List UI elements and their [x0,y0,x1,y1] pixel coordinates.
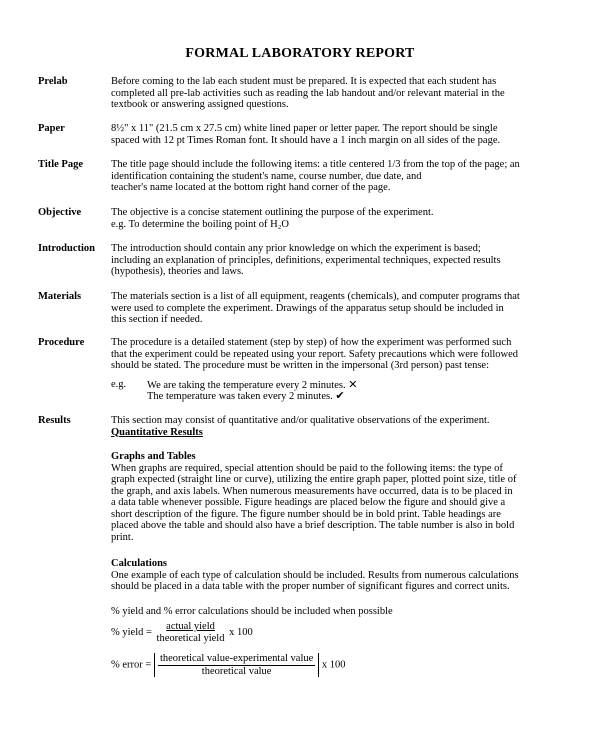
text-line: identification containing the student's name, course number, due date, and [111,170,422,182]
yield-denominator: theoretical yield [156,632,225,644]
yield-numerator: actual yield [166,621,215,632]
yield-lhs: % yield = [111,626,152,638]
text-line: The title page should include the following items: a title centered 1/3 from the top of the page; an [111,159,520,170]
section-label: Introduction [38,243,95,254]
error-lhs: % error = [111,659,152,671]
section-label: Procedure [38,337,85,348]
section-body [111,291,581,326]
error-fraction [154,653,319,677]
calculations-block [111,558,581,593]
calculations-heading: Calculations [111,558,168,569]
text-line: 8½" x 11" (21.5 cm x 27.5 cm) white lined paper or letter paper. The report should be single [111,123,498,134]
text-line: The materials section is a list of all equipment, reagents (chemicals), and computer programs that [111,291,520,302]
text-line: This section may consist of quantitative and/or qualitative observations of the experiment. [111,415,490,426]
example-text: The temperature was taken every 2 minutes. [147,391,333,402]
example-text: We are taking the temperature every 2 minutes. [147,380,346,391]
section-body [111,76,581,111]
page-title: FORMAL LABORATORY REPORT [185,46,415,61]
yield-intro: % yield and % error calculations should be included when possible [111,606,393,617]
section-body [111,123,581,146]
text-line: short description of the figure. The figure number should be in bold print. Table headings are [111,508,501,520]
section-body [111,243,581,278]
error-denominator: theoretical value [201,665,272,677]
text-line: The procedure is a detailed statement (step by step) of how the experiment was performed such [111,337,512,348]
section-label: Objective [38,207,82,218]
text-line: When graphs are required, special attention should be paid to the following items: the type of [111,462,503,474]
text-line: should be placed in a data table with the proper number of significant figures and correct units. [111,581,510,592]
error-multiplier: x 100 [321,659,346,671]
text-line: One example of each type of calculation should be included. Results from numerous calculations [111,569,519,581]
text-line: that the experiment could be repeated using your report. Safety precautions which were followed [111,348,519,360]
text-line: teacher's name located at the bottom right hand corner of the page. [111,182,391,193]
text-line: including an explanation of principles, definitions, experimental techniques, expected results [111,254,501,266]
yield-multiplier: x 100 [229,626,253,638]
text-line: this section if needed. [111,314,203,325]
section-body [111,337,581,372]
yield-fraction [155,621,227,644]
text-line: e.g. To determine the boiling point of H₂O [111,218,289,230]
section-label: Materials [38,291,82,302]
section-body [111,207,581,230]
cross-mark-icon: ✕ [348,378,358,391]
quantitative-heading: Quantitative Results [111,426,203,438]
graphs-tables-block [111,451,581,543]
yield-formula [111,621,253,644]
text-line: The objective is a concise statement outlining the purpose of the experiment. [111,207,434,218]
text-line: a data table whenever possible. Figure headings are placed below the figure and should give a [111,497,506,508]
text-line: print. [111,531,134,543]
section-label: Title Page [38,159,84,170]
example-right [147,390,345,403]
section-body [111,159,581,194]
text-line: (hypothesis), theories and laws. [111,266,244,277]
text-line: textbook or answering assigned questions. [111,99,289,110]
text-line: graph expected (straight line or curve), utilizing the entire graph paper, plotted point size, title of [111,474,517,485]
section-label: Paper [38,123,65,134]
text-line: Before coming to the lab each student must be prepared. It is expected that each student has [111,76,497,87]
section-body [111,415,581,438]
section-label: Results [38,415,71,426]
error-formula [111,653,346,677]
check-mark-icon: ✔ [335,389,345,402]
text-line: placed above the table and should also have a brief description. The table number is also in bold [111,520,515,531]
example-label: e.g. [111,379,127,390]
text-line: spaced with 12 pt Times Roman font. It should have a 1 inch margin on all sides of the page. [111,134,501,146]
error-numerator: theoretical value-experimental value [159,653,314,664]
section-label: Prelab [38,76,68,87]
text-line: were used to complete the experiment. Drawings of the apparatus setup should be included in [111,302,504,314]
text-line: the graph, and axis labels. When numerous measurements have occurred, data is to be placed in [111,485,513,497]
text-line: completed all pre-lab activities such as reading the lab handout and/or relevant material in the [111,87,505,99]
text-line: The introduction should contain any prior knowledge on which the experiment is based; [111,243,481,254]
text-line: should be stated. The procedure must be written in the impersonal (3rd person) past tense: [111,360,489,371]
graphs-heading: Graphs and Tables [111,451,196,462]
